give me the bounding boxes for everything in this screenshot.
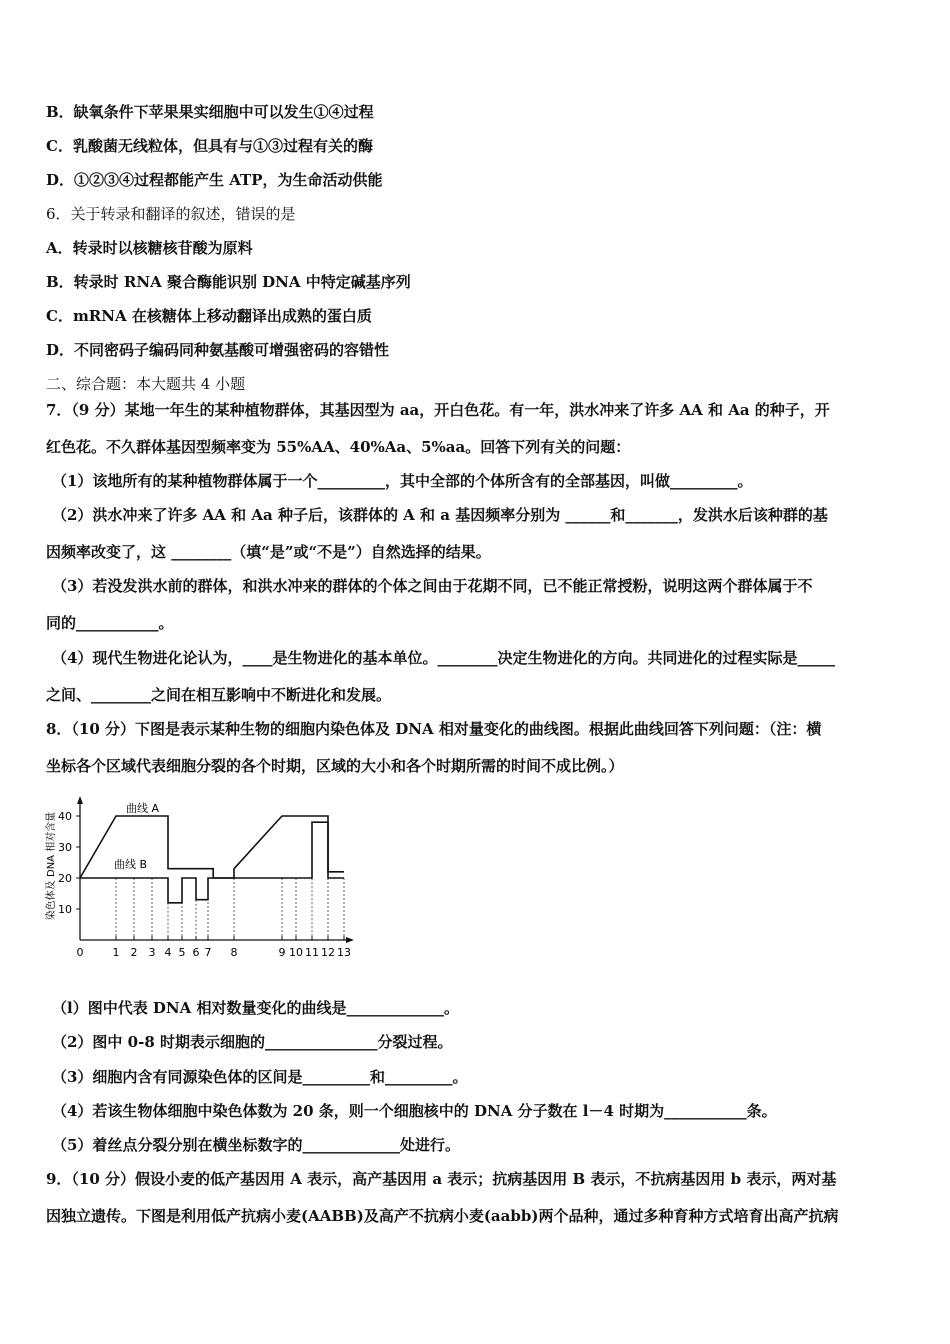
- q8-part-1: （l）图中代表 DNA 相对数量变化的曲线是_____________。: [52, 999, 460, 1017]
- q7-part-3-line-1: （3）若没发洪水前的群体，和洪水冲来的群体的个体之间由于花期不同，已不能正常授粉，说明这两个群体属于不: [52, 577, 813, 595]
- x-tick-label: 10: [289, 946, 303, 959]
- series-label-b: 曲线 B: [114, 858, 148, 871]
- q8-part-2: （2）图中 0-8 时期表示细胞的_______________分裂过程。: [52, 1033, 453, 1051]
- q7-part-1: （1）该地所有的某种植物群体属于一个_________，其中全部的个体所含有的全部基因，叫做_________。: [52, 472, 753, 490]
- y-tick-label: 10: [58, 903, 72, 916]
- dotted-guides: [116, 822, 344, 940]
- x-tick-label: 12: [321, 946, 335, 959]
- x-tick-label: 2: [130, 946, 138, 959]
- q5-option-d: D．①②③④过程都能产生 ATP，为生命活动供能: [46, 171, 383, 189]
- y-axis-label: 染色体及 DNA 相对含量: [46, 811, 57, 921]
- q7-stem-line-2: 红色花。不久群体基因型频率变为 55%AA、40%Aa、5%aa。回答下列有关的问题：: [46, 438, 631, 456]
- y-tick-label: 20: [58, 872, 72, 885]
- x-tick-label: 8: [230, 946, 238, 959]
- x-tick-label: 11: [305, 946, 319, 959]
- x-tick-label: 13: [337, 946, 351, 959]
- series-label-a: 曲线 A: [126, 802, 160, 815]
- y-axis-arrow: [77, 796, 83, 804]
- q9-stem-line-2: 因独立遗传。下图是利用低产抗病小麦(AABB)及高产不抗病小麦(aabb)两个品种，通过多种育种方式培育出高产抗病: [46, 1207, 839, 1225]
- q7-part-3-line-2: 同的___________。: [46, 614, 174, 632]
- q6-option-d: D．不同密码子编码同种氨基酸可增强密码的容错性: [46, 341, 390, 359]
- x-tick-label: 1: [112, 946, 120, 959]
- chromosome-dna-chart: [44, 792, 364, 970]
- x-tick-label: 0: [76, 946, 84, 959]
- axis-ticks: [58, 810, 351, 959]
- q7-part-4-line-2: 之间、________之间在相互影响中不断进化和发展。: [46, 686, 392, 704]
- x-tick-label: 9: [278, 946, 286, 959]
- q5-option-b: B．缺氧条件下苹果果实细胞中可以发生①④过程: [46, 103, 374, 121]
- q6-option-a: A．转录时以核糖核苷酸为原料: [46, 239, 253, 257]
- q7-part-2-line-1: （2）洪水冲来了许多 AA 和 Aa 种子后，该群体的 A 和 a 基因频率分别为 ______和_______，发洪水后该种群的基: [52, 506, 828, 524]
- q5-option-c: C．乳酸菌无线粒体，但具有与①③过程有关的酶: [46, 137, 373, 155]
- q8-part-5: （5）着丝点分裂分别在横坐标数字的_____________处进行。: [52, 1136, 460, 1154]
- x-tick-label: 6: [192, 946, 200, 959]
- q7-part-4-line-1: （4）现代生物进化论认为，____是生物进化的基本单位。________决定生物进化的方向。共同进化的过程实际是_____: [52, 649, 835, 667]
- q7-part-2-line-2: 因频率改变了，这 ________（填“是”或“不是”）自然选择的结果。: [46, 543, 491, 561]
- y-tick-label: 40: [58, 810, 72, 823]
- section-heading: 二、综合题：本大题共 4 小题: [46, 375, 246, 393]
- q9-stem-line-1: 9．（10 分）假设小麦的低产基因用 A 表示，高产基因用 a 表示；抗病基因用 B 表示，不抗病基因用 b 表示，两对基: [46, 1170, 837, 1188]
- q8-stem-line-1: 8．（10 分）下图是表示某种生物的细胞内染色体及 DNA 相对量变化的曲线图。根据此曲线回答下列问题：（注：横: [46, 720, 822, 738]
- q6-option-c: C．mRNA 在核糖体上移动翻译出成熟的蛋白质: [46, 307, 372, 325]
- q8-part-3: （3）细胞内含有同源染色体的区间是_________和_________。: [52, 1068, 468, 1086]
- q7-stem-line-1: 7．（9 分）某地一年生的某种植物群体，其基因型为 aa，开白色花。有一年，洪水冲来了许多 AA 和 Aa 的种子，开: [46, 401, 830, 419]
- x-tick-label: 3: [148, 946, 156, 959]
- q6-option-b: B．转录时 RNA 聚合酶能识别 DNA 中特定碱基序列: [46, 273, 411, 291]
- chart-svg: [44, 792, 364, 970]
- q8-part-4: （4）若该生物体细胞中染色体数为 20 条，则一个细胞核中的 DNA 分子数在 l－4 时期为___________条。: [52, 1102, 777, 1120]
- q8-stem-line-2: 坐标各个区域代表细胞分裂的各个时期，区域的大小和各个时期所需的时间不成比例。）: [46, 757, 624, 775]
- x-tick-label: 7: [204, 946, 212, 959]
- x-tick-label: 4: [164, 946, 172, 959]
- x-axis-arrow: [346, 937, 354, 943]
- q6-stem: 6．关于转录和翻译的叙述，错误的是: [46, 205, 296, 223]
- y-tick-label: 30: [58, 841, 72, 854]
- x-tick-label: 5: [178, 946, 186, 959]
